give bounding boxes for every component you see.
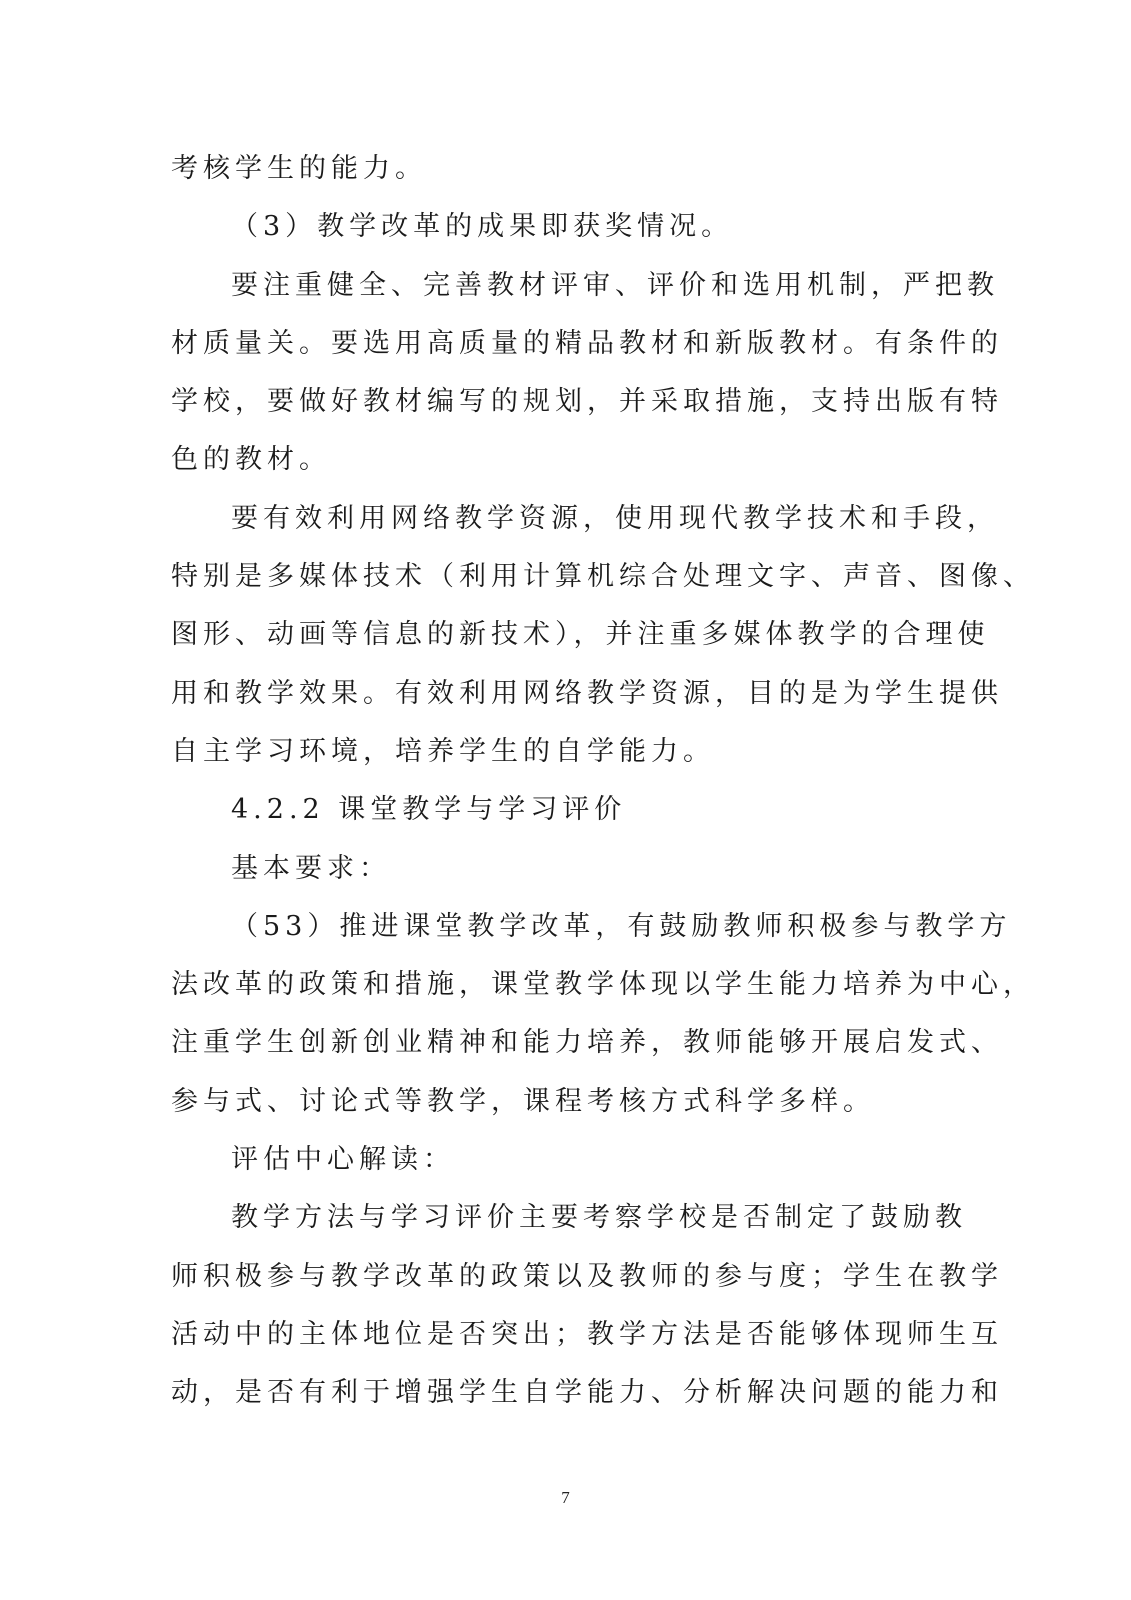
text-line: （3）教学改革的成果即获奖情况。: [231, 211, 734, 243]
section-heading: 4.2.2 课堂教学与学习评价: [231, 794, 627, 826]
body-text: [171, 140, 1035, 1423]
text-line: 用和教学效果。有效利用网络教学资源，目的是为学生提供: [171, 677, 1003, 709]
text-line: 注重学生创新创业精神和能力培养，教师能够开展启发式、: [171, 1027, 1003, 1059]
text-line: 评估中心解读：: [231, 1144, 455, 1176]
text-line: 色的教材。: [171, 444, 331, 476]
text-line: 考核学生的能力。: [171, 153, 427, 184]
text-line: 学校，要做好教材编写的规划，并采取措施，支持出版有特: [171, 386, 1003, 418]
page-number: 7: [561, 1488, 570, 1507]
text-line: 教学方法与学习评价主要考察学校是否制定了鼓励教: [231, 1202, 967, 1234]
text-line: 图形、动画等信息的新技术），并注重多媒体教学的合理使: [171, 619, 990, 651]
text-line: 特别是多媒体技术（利用计算机综合处理文字、声音、图像、: [171, 561, 1035, 593]
text-line: （53）推进课堂教学改革，有鼓励教师积极参与教学方: [231, 910, 1012, 942]
text-line: 法改革的政策和措施，课堂教学体现以学生能力培养为中心，: [171, 969, 1035, 1001]
text-line: 基本要求：: [231, 852, 391, 884]
text-line: 师积极参与教学改革的政策以及教师的参与度；学生在教学: [171, 1260, 1003, 1292]
text-line: 活动中的主体地位是否突出；教学方法是否能够体现师生互: [171, 1318, 1003, 1350]
text-line: 动，是否有利于增强学生自学能力、分析解决问题的能力和: [171, 1377, 1003, 1409]
text-line: 要有效利用网络教学资源，使用现代教学技术和手段，: [231, 502, 999, 534]
text-line: 参与式、讨论式等教学，课程考核方式科学多样。: [171, 1085, 875, 1117]
text-line: 材质量关。要选用高质量的精品教材和新版教材。有条件的: [171, 327, 1003, 359]
text-line: 要注重健全、完善教材评审、评价和选用机制，严把教: [231, 269, 999, 301]
text-line: 自主学习环境，培养学生的自学能力。: [171, 735, 715, 767]
